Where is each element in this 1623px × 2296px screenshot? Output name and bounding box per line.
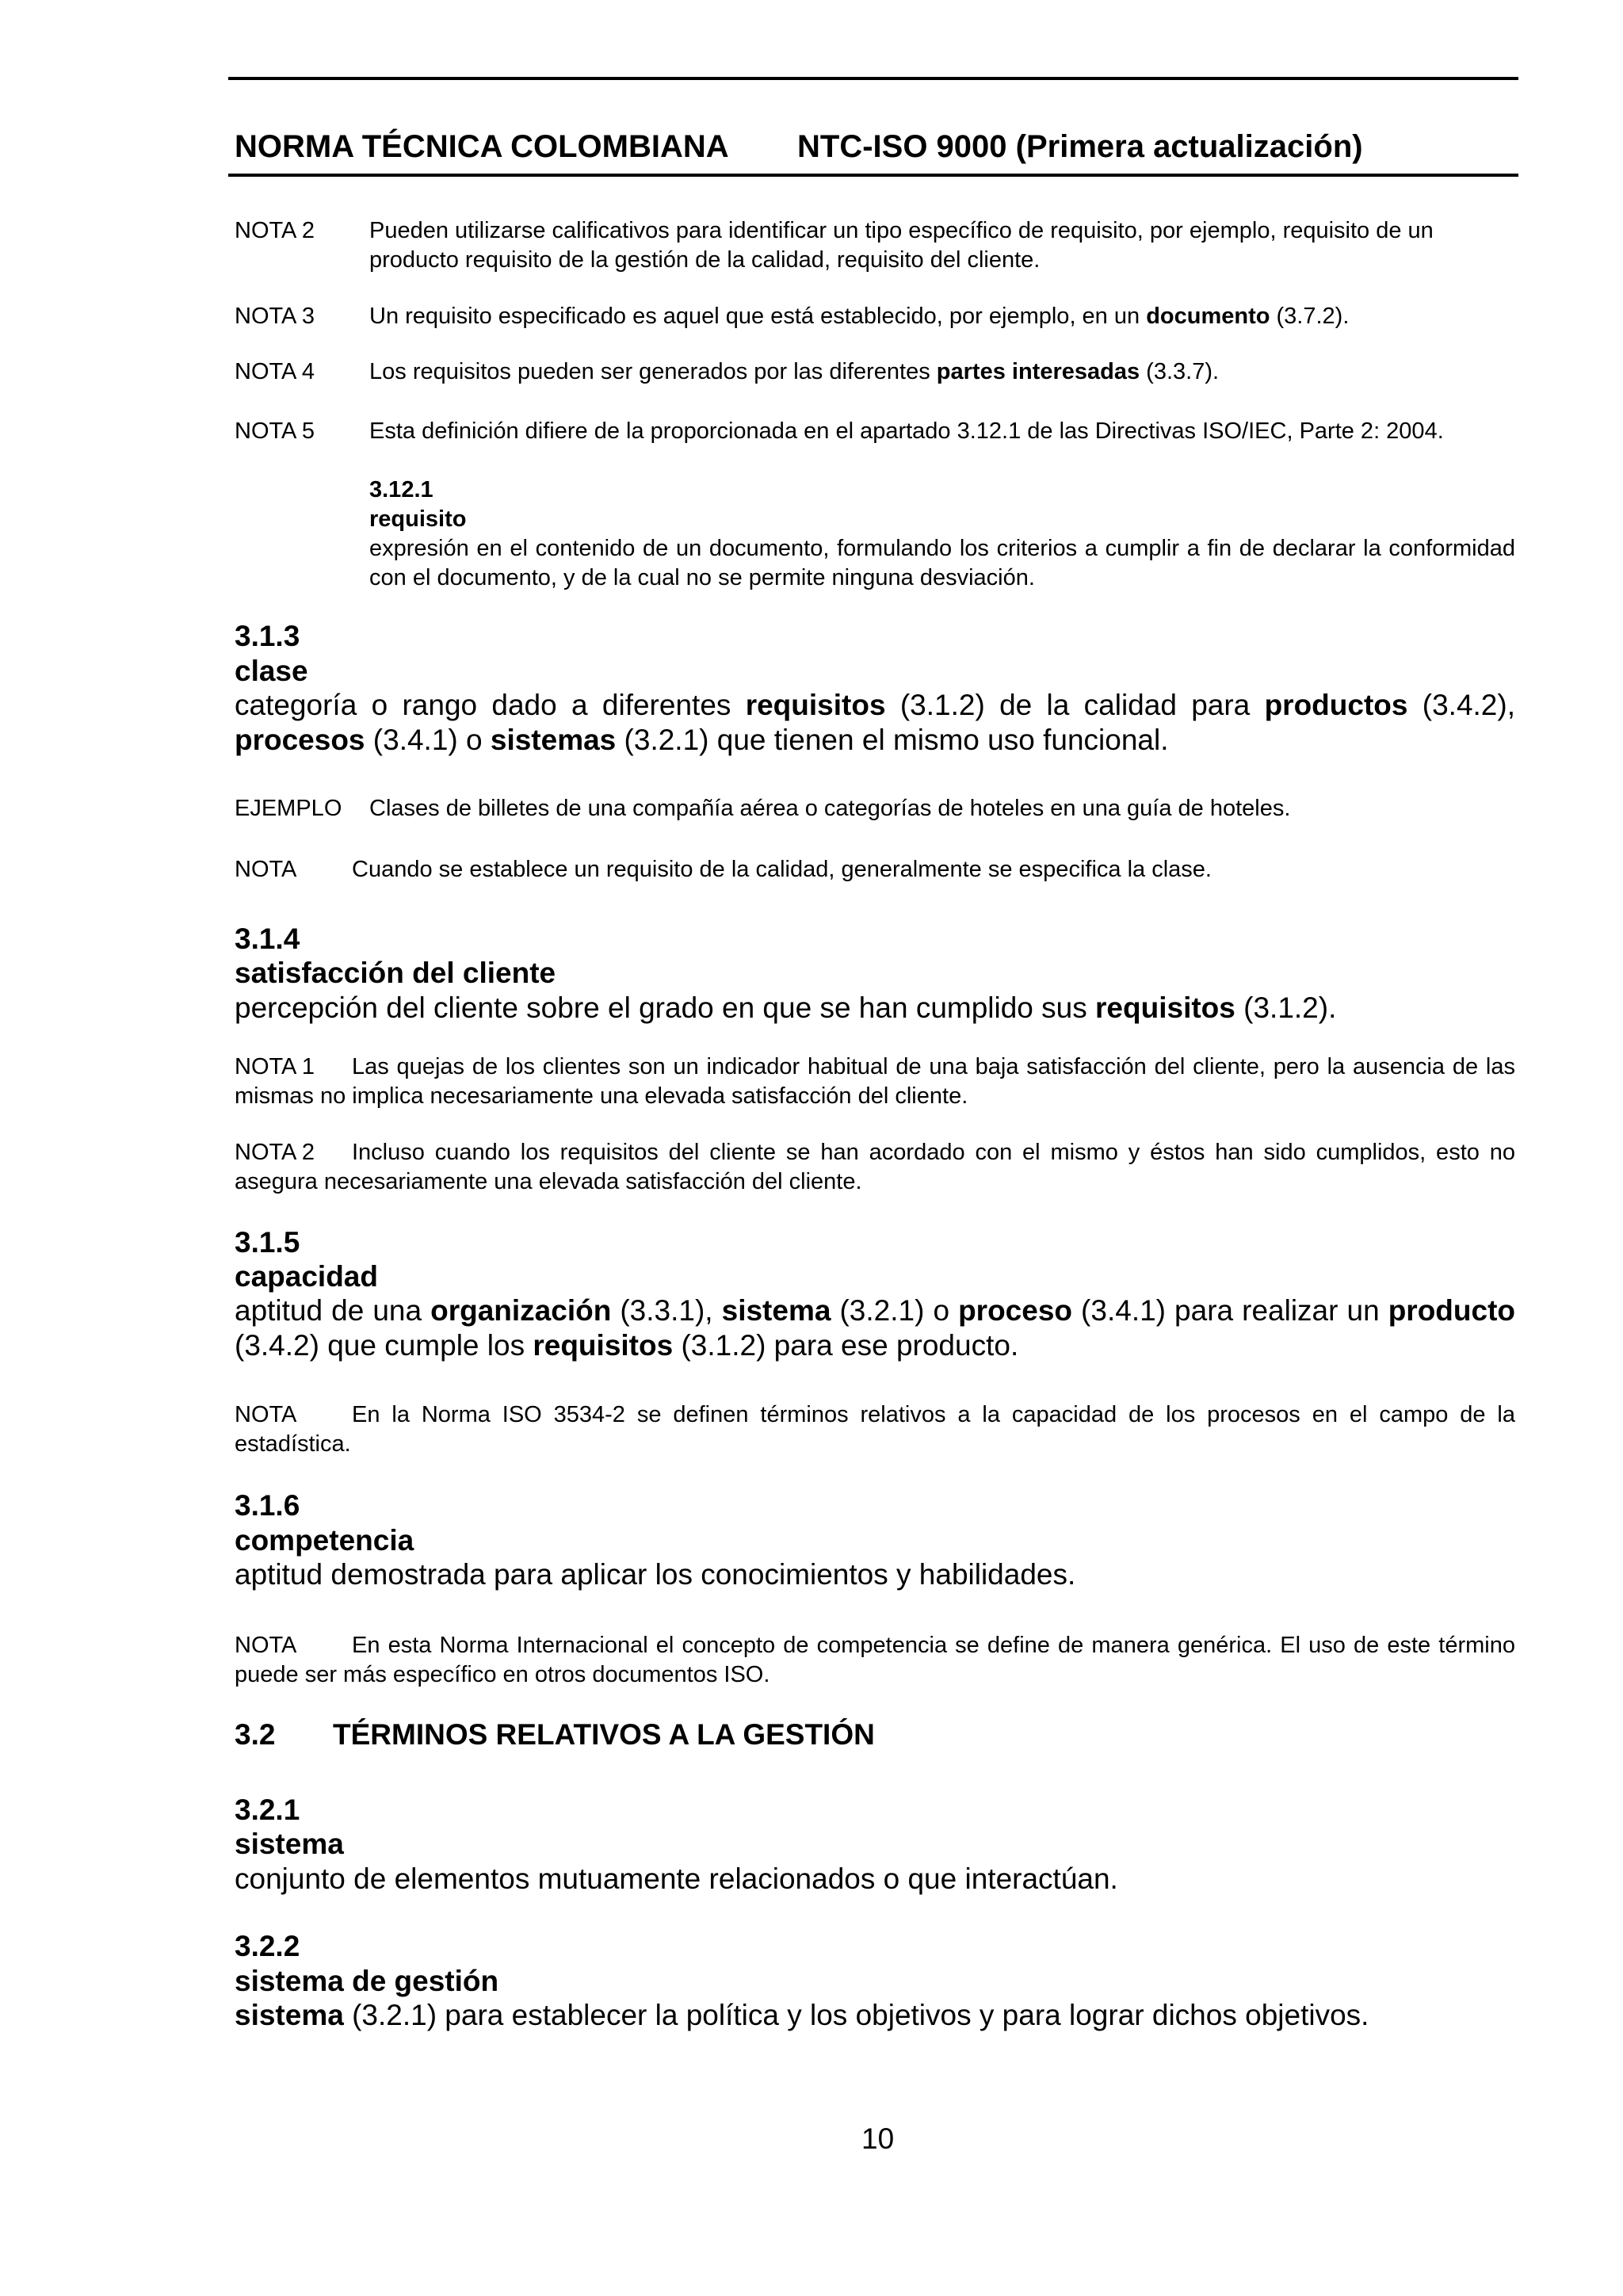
quote-term: requisito [369, 506, 467, 532]
term-reference: documento [1146, 304, 1270, 329]
note-label: NOTA [235, 1402, 297, 1427]
note-label: NOTA 5 [235, 418, 315, 444]
note-paragraph: NOTA 1 Las quejas de los clientes son un indicador habitual de una baja satisfacción del cliente, pero la ausencia de las mismas no implica necesariamente una elevada satisfacción del cliente. [235, 1054, 1515, 1109]
term-reference: requisitos [533, 1329, 674, 1362]
term-reference: sistema [721, 1294, 831, 1327]
header-top-rule [228, 77, 1518, 80]
section-definition [235, 688, 1515, 758]
clause-number: 3.2 [235, 1718, 276, 1751]
section-number: 3.2.1 [235, 1794, 300, 1826]
section-number: 3.1.6 [235, 1489, 300, 1522]
definition-text: (3.3.1), [611, 1294, 722, 1327]
clause-title: TÉRMINOS RELATIVOS A LA GESTIÓN [333, 1718, 875, 1751]
term-reference: producto [1388, 1294, 1515, 1327]
section-number: 3.1.5 [235, 1226, 300, 1259]
term-reference: partes interesadas [936, 359, 1140, 384]
definition-text: (3.1.2) de la calidad para [885, 689, 1265, 721]
section-number: 3.1.3 [235, 620, 300, 652]
note-label: NOTA [235, 1633, 297, 1658]
example-text: Clases de billetes de una compañía aérea o categorías de hoteles en una guía de hoteles. [369, 796, 1291, 821]
definition-text: aptitud de una [235, 1294, 431, 1327]
definition-text: (3.2.1) que tienen el mismo uso funcional. [616, 724, 1169, 756]
definition-text: (3.4.1) o [365, 724, 491, 756]
header-standard-code: NTC-ISO 9000 (Primera actualización) [797, 129, 1363, 164]
definition-text: (3.4.2), [1407, 689, 1515, 721]
note-label: NOTA 2 [235, 1140, 315, 1165]
definition-text: (3.4.2) que cumple los [235, 1329, 533, 1362]
section-number: 3.1.4 [235, 923, 300, 955]
example-label: EJEMPLO [235, 796, 342, 821]
section-definition [235, 1293, 1515, 1363]
section-term: sistema [235, 1828, 344, 1860]
definition-text: (3.2.1) para establecer la política y los objetivos y para lograr dichos objetivos. [343, 1999, 1369, 2031]
term-reference: requisitos [1095, 991, 1235, 1024]
note-label: NOTA [235, 857, 297, 882]
note-text-line: producto requisito de la gestión de la calidad, requisito del cliente. [369, 247, 1041, 273]
section-term: satisfacción del cliente [235, 957, 556, 989]
section-term: clase [235, 655, 308, 687]
note-label: NOTA 4 [235, 359, 315, 384]
section-definition: conjunto de elementos mutuamente relacionados o que interactúan. [235, 1862, 1118, 1895]
header-standard-type: NORMA TÉCNICA COLOMBIANA [235, 129, 729, 164]
note-label: NOTA 2 [235, 218, 315, 243]
section-definition [235, 991, 1336, 1026]
term-reference: organización [430, 1294, 612, 1327]
term-reference: sistema [235, 1999, 344, 2031]
term-reference: proceso [958, 1294, 1073, 1327]
term-reference: procesos [235, 724, 365, 756]
section-number: 3.2.2 [235, 1930, 300, 1962]
note-label: NOTA 1 [235, 1054, 315, 1079]
definition-text: (3.1.2) para ese producto. [673, 1329, 1019, 1362]
definition-text: percepción del cliente sobre el grado en que se han cumplido sus [235, 991, 1096, 1024]
quote-definition: expresión en el contenido de un documento, formulando los criterios a cumplir a fin de declarar la conformidad con el documento, y de la cual no se permite ninguna desviación. [369, 536, 1515, 590]
note-text: Cuando se establece un requisito de la calidad, generalmente se especifica la clase. [352, 857, 1212, 882]
note-paragraph: NOTA En esta Norma Internacional el concepto de competencia se define de manera genérica. El uso de este término puede ser más específico en otros documentos ISO. [235, 1633, 1515, 1687]
term-reference: productos [1264, 689, 1408, 721]
definition-text: (3.1.2). [1235, 991, 1337, 1024]
note-text: Esta definición difiere de la proporcionada en el apartado 3.12.1 de las Directivas ISO/IEC, Parte 2: 2004. [369, 418, 1444, 444]
definition-text: categoría o rango dado a diferentes [235, 689, 746, 721]
definition-text: (3.4.1) para realizar un [1072, 1294, 1388, 1327]
note-paragraph: NOTA 2 Incluso cuando los requisitos del cliente se han acordado con el mismo y éstos han sido cumplidos, esto no asegura necesariamente una elevada satisfacción del cliente. [235, 1140, 1515, 1194]
section-definition [235, 1998, 1369, 2033]
section-term: capacidad [235, 1260, 378, 1293]
section-term: competencia [235, 1524, 414, 1557]
definition-text: (3.2.1) o [831, 1294, 959, 1327]
quote-number: 3.12.1 [369, 477, 433, 502]
note-text: Un requisito especificado es aquel que está establecido, por ejemplo, en un documento (3.7.2). [369, 304, 1350, 329]
term-reference: sistemas [490, 724, 617, 756]
section-term: sistema de gestión [235, 1965, 499, 1997]
term-reference: requisitos [745, 689, 886, 721]
section-definition: aptitud demostrada para aplicar los conocimientos y habilidades. [235, 1558, 1076, 1591]
note-text: Los requisitos pueden ser generados por las diferentes partes interesadas (3.3.7). [369, 359, 1220, 384]
header-bottom-rule [228, 174, 1518, 177]
note-paragraph: NOTA En la Norma ISO 3534-2 se definen términos relativos a la capacidad de los procesos en el campo de la estadística. [235, 1402, 1515, 1457]
page-number: 10 [861, 2122, 895, 2155]
note-label: NOTA 3 [235, 304, 315, 329]
note-text-line: Pueden utilizarse calificativos para identificar un tipo específico de requisito, por ejemplo, requisito de un [369, 218, 1434, 243]
